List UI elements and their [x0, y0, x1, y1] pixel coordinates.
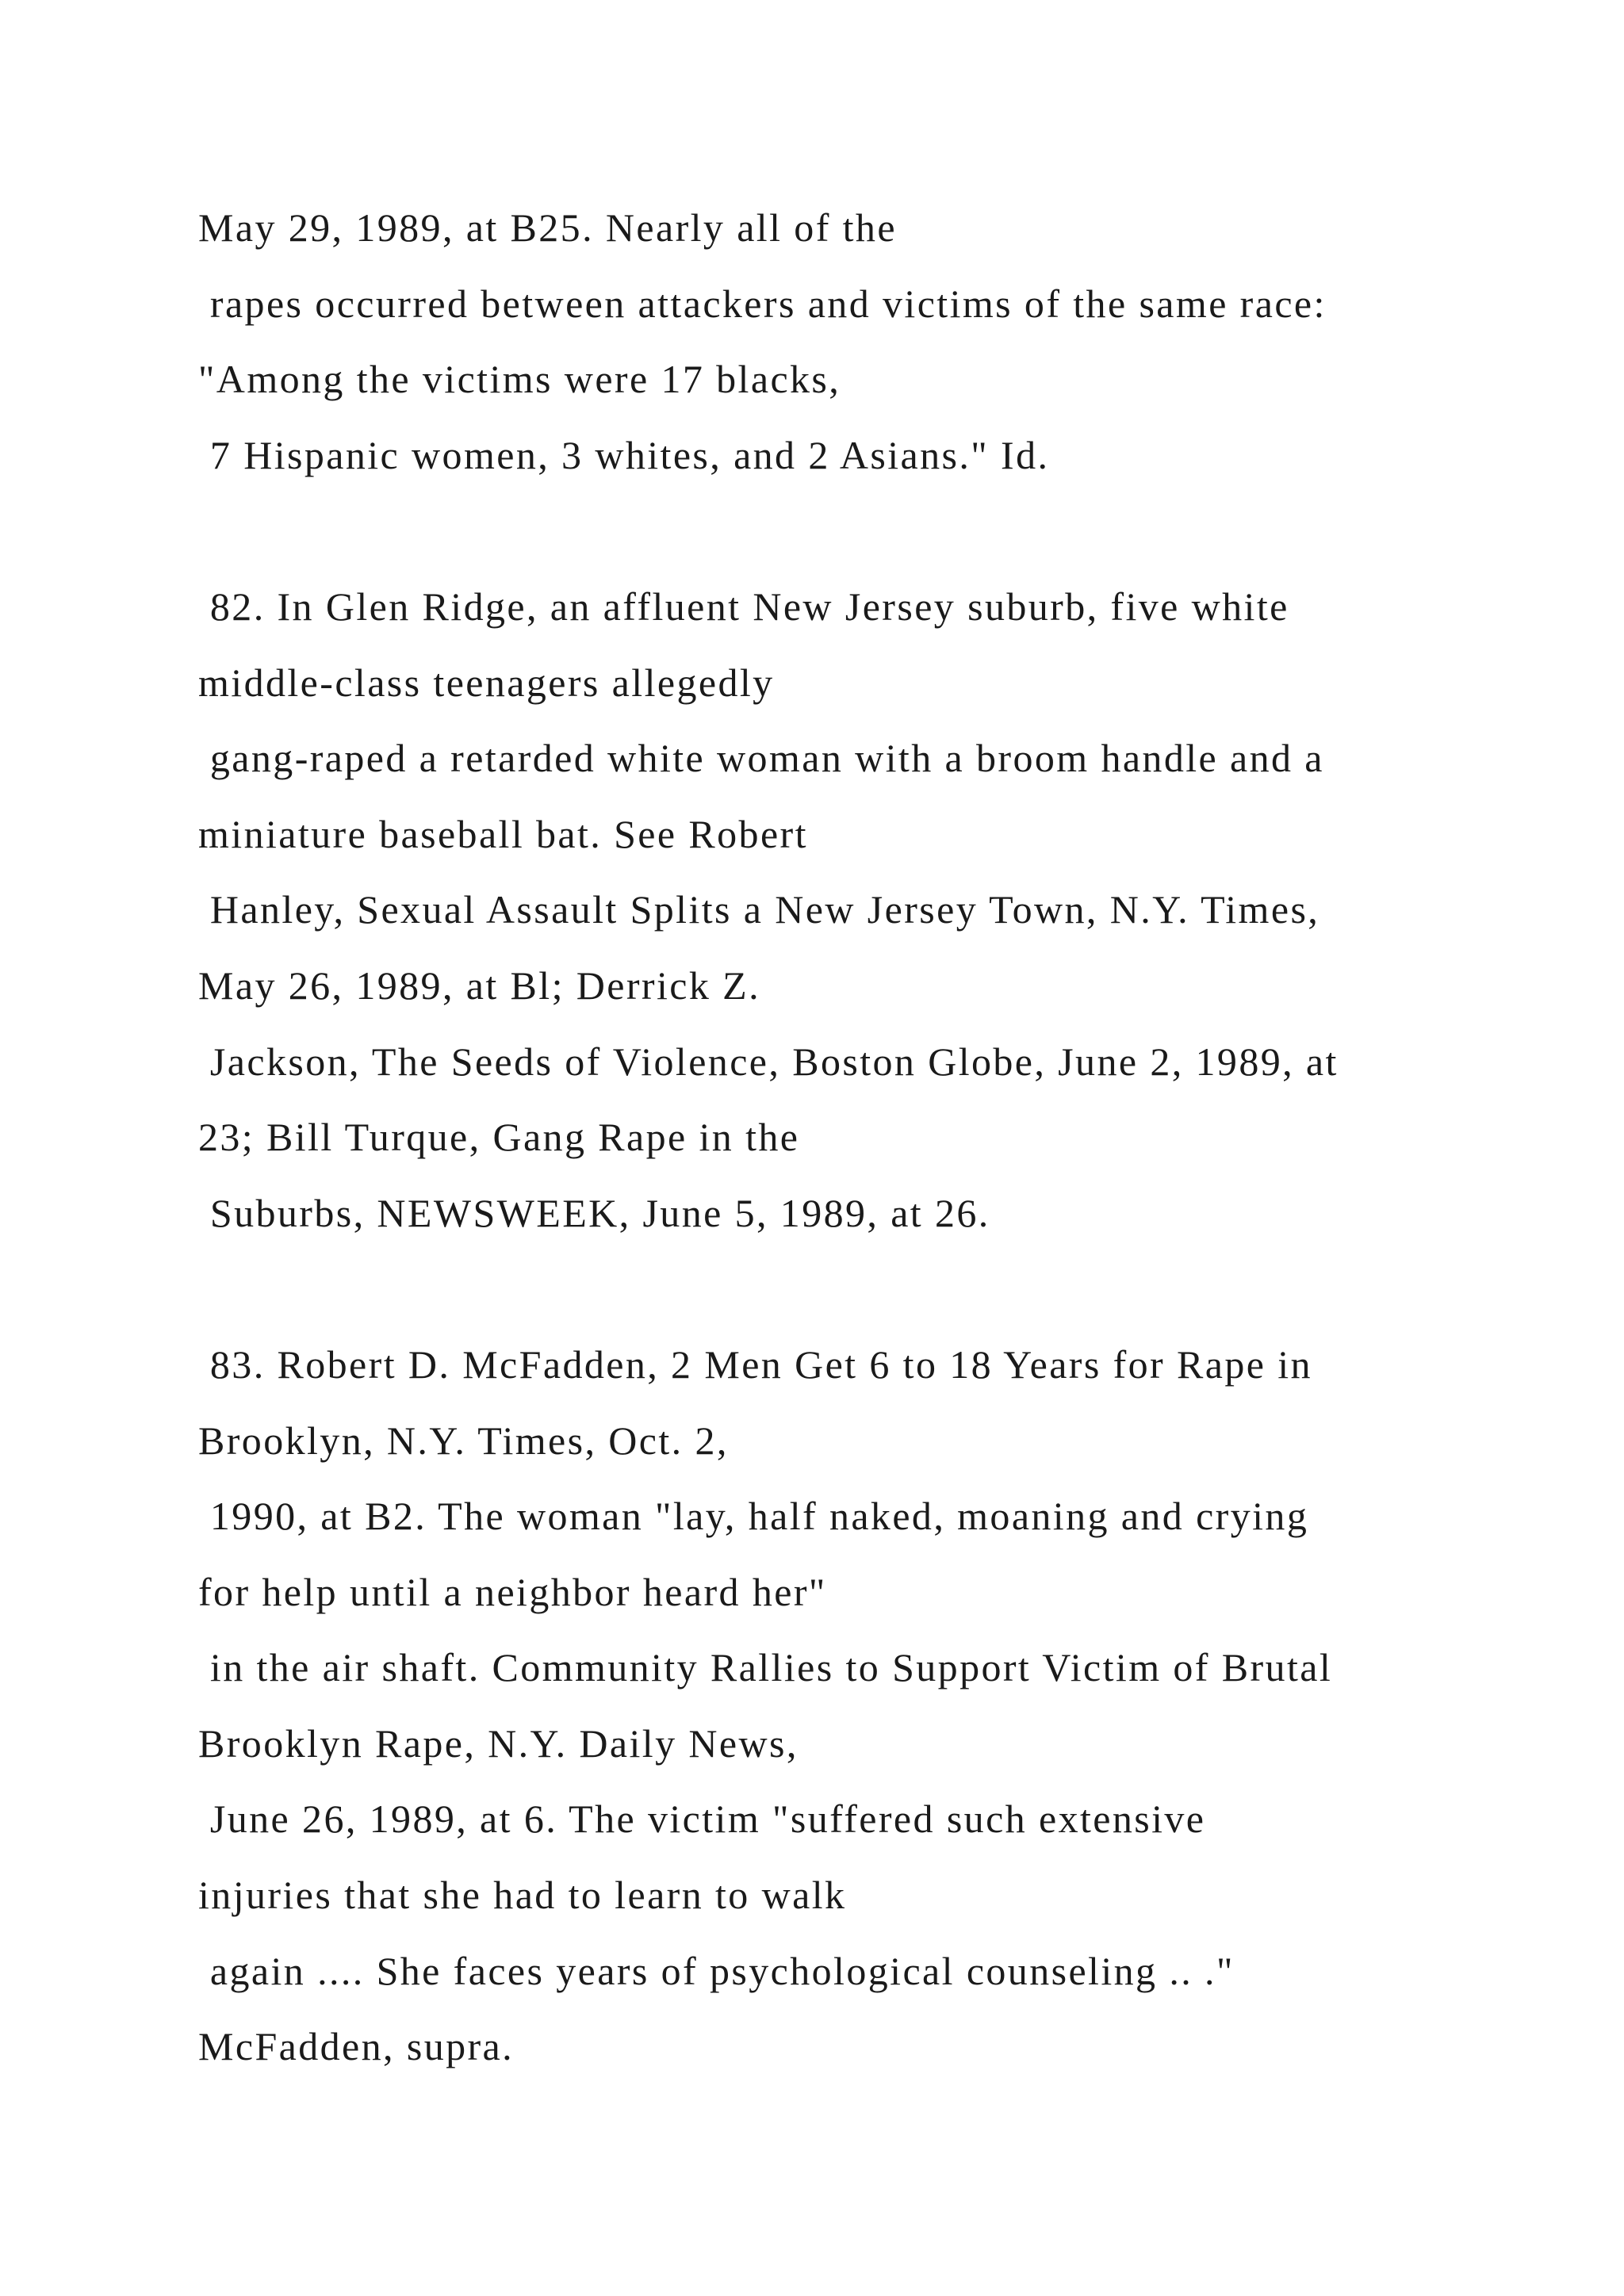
- paragraph-gap: [198, 1251, 1546, 1327]
- text-line: Brooklyn Rape, N.Y. Daily News,: [198, 1720, 799, 1766]
- text-line: 1990, at B2. The woman "lay, half naked, moaning and crying: [198, 1494, 1309, 1539]
- paragraph: [198, 569, 1546, 1251]
- text-line: May 26, 1989, at Bl; Derrick Z.: [198, 962, 760, 1008]
- text-line: Suburbs, NEWSWEEK, June 5, 1989, at 26.: [198, 1190, 990, 1235]
- text-line: in the air shaft. Community Rallies to Support Victim of Brutal: [198, 1645, 1333, 1690]
- text-line: gang-raped a retarded white woman with a broom handle and a: [198, 736, 1324, 781]
- text-line: Jackson, The Seeds of Violence, Boston Globe, June 2, 1989, at: [198, 1039, 1339, 1084]
- paragraph-gap: [198, 493, 1546, 569]
- text-line: 83. Robert D. McFadden, 2 Men Get 6 to 18 Years for Rape in: [198, 1341, 1312, 1387]
- text-line: injuries that she had to learn to walk: [198, 1873, 847, 1918]
- text-line: for help until a neighbor heard her": [198, 1569, 827, 1614]
- text-line: Brooklyn, N.Y. Times, Oct. 2,: [198, 1418, 729, 1463]
- text-line: rapes occurred between attackers and victims of the same race:: [198, 281, 1327, 326]
- text-line: McFadden, supra.: [198, 2024, 515, 2069]
- paragraph: [198, 190, 1546, 493]
- text-line: Hanley, Sexual Assault Splits a New Jersey Town, N.Y. Times,: [198, 887, 1320, 932]
- text-line: "Among the victims were 17 blacks,: [198, 357, 841, 402]
- text-line: again .... She faces years of psychological counseling .. .": [198, 1948, 1235, 1993]
- text-line: 7 Hispanic women, 3 whites, and 2 Asians." Id.: [198, 432, 1050, 477]
- text-line: miniature baseball bat. See Robert: [198, 811, 808, 856]
- text-line: middle-class teenagers allegedly: [198, 660, 775, 705]
- text-line: May 29, 1989, at B25. Nearly all of the: [198, 205, 897, 250]
- paragraph: [198, 1327, 1546, 2085]
- document-body: [198, 190, 1546, 2085]
- text-line: 82. In Glen Ridge, an affluent New Jersey suburb, five white: [198, 584, 1289, 629]
- text-line: 23; Bill Turque, Gang Rape in the: [198, 1115, 800, 1160]
- text-line: June 26, 1989, at 6. The victim "suffered such extensive: [198, 1797, 1206, 1842]
